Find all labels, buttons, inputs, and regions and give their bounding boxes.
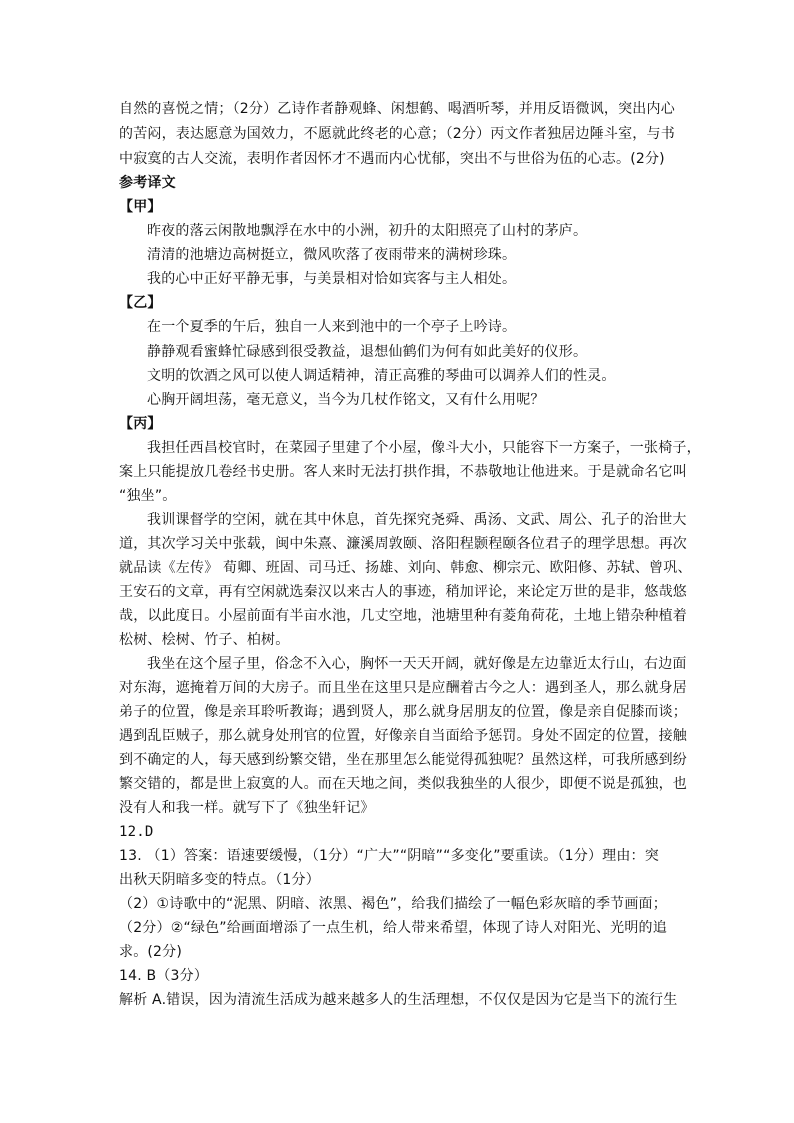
answer-13-line: 求。(2分) (119, 944, 183, 960)
translation-line: 文明的饮酒之风可以使人调适精神，清正高雅的琴曲可以调养人们的性灵。 (147, 368, 616, 384)
translation-line: 心胸开阔坦荡，毫无意义，当今为几杖作铭文，又有什么用呢？ (147, 392, 545, 408)
translation-line: 哉，以此度日。小屋前面有半亩水池，几丈空地，池塘里种有菱角荷花，土地上错杂种植着 (119, 608, 687, 624)
translation-line: 到不确定的人，每天感到纷繁交错，坐在那里怎么能觉得孤独呢？虽然这样，可我所感到纷 (119, 752, 687, 768)
answer-13-line: 13. （1）答案：语速要缓慢，（1分）“广大”“阴暗”“多变化”要重读。（1分）理由：突 (119, 848, 659, 864)
answer-14: 14. B（3分） (119, 968, 209, 984)
translation-line: 弟子的位置，像是亲耳聆听教诲；遇到贤人，那么就身居朋友的位置，像是亲自促膝而谈； (119, 704, 687, 720)
section-label-jia: 【甲】 (119, 199, 162, 215)
translation-line: 繁交错的，都是世上寂寞的人。而在天地之间，类似我独坐的人很少，即便不说是孤独，也 (119, 776, 687, 792)
answer-text-line: 的苦闷，表达愿意为国效力，不愿就此终老的心意；（2分）丙文作者独居边陲斗室，与书 (119, 126, 675, 142)
translation-line: 就品读《左传》 荀卿、班固、司马迁、扬雄、刘向、韩愈、柳宗元、欧阳修、苏轼、曾巩、 (119, 560, 692, 576)
answer-text-line: 中寂寞的古人交流，表明作者因怀才不遇而内心忧郁，突出不与世俗为伍的心志。(2分) (119, 151, 665, 167)
translation-line: 昨夜的落云闲散地飘浮在水中的小洲，初升的太阳照亮了山村的茅庐。 (147, 223, 588, 239)
translation-line: 松树、桧树、竹子、柏树。 (119, 632, 290, 648)
translation-line: 遇到乱臣贼子，那么就身处刑官的位置，好像亲自当面给予惩罚。身处不固定的位置，接触 (119, 728, 687, 744)
translation-line: 案上只能提放几卷经书史册。客人来时无法打拱作揖，不恭敬地让他进来。于是就命名它叫 (119, 464, 687, 480)
translation-line: 清清的池塘边高树挺立，微风吹落了夜雨带来的满树珍珠。 (147, 247, 517, 263)
answer-13-line: （2）①诗歌中的“泥黑、阴暗、浓黑、褐色”，给我们描绘了一幅色彩灰暗的季节画面； (119, 896, 667, 912)
answer-13-line: 出秋天阴暗多变的特点。（1分） (119, 872, 320, 888)
translation-line: 我担任西昌校官时，在菜园子里建了个小屋，像斗大小，只能容下一方案子，一张椅子， (147, 440, 701, 456)
translation-line: 道，其次学习关中张载，闽中朱熹、濂溪周敦颐、洛阳程颢程颐各位君子的理学思想。再次 (119, 536, 687, 552)
answer-12: 12.D (119, 824, 154, 840)
translation-line: “独坐”。 (119, 488, 177, 504)
translation-line: 王安石的文章，再有空闲就选秦汉以来古人的事迹，稍加评论，来论定万世的是非，悠哉悠 (119, 584, 687, 600)
translation-line: 没有人和我一样。就写下了《独坐轩记》 (119, 800, 375, 816)
section-label-yi: 【乙】 (119, 295, 162, 311)
translation-line: 对东海，遮掩着万间的大房子。而且坐在这里只是应酬着古今之人：遇到圣人，那么就身居 (119, 680, 687, 696)
translation-line: 我训课督学的空闲，就在其中休息，首先探究尧舜、禹汤、文武、周公、孔子的治世大 (147, 512, 687, 528)
answer-14-analysis: 解析 A.错误，因为清流生活成为越来越多人的生活理想，不仅仅是因为它是当下的流行生 (119, 992, 678, 1008)
answer-text-line: 自然的喜悦之情；（2分）乙诗作者静观蜂、闲想鹤、喝酒听琴，并用反语微讽，突出内心 (119, 101, 675, 117)
translation-line: 我的心中正好平静无事，与美景相对恰如宾客与主人相处。 (147, 271, 517, 287)
translation-line: 我坐在这个屋子里，俗念不入心，胸怀一天天开阔，就好像是左边靠近太行山，右边面 (147, 656, 687, 672)
translation-line: 静静观看蜜蜂忙碌感到很受教益，退想仙鹤们为何有如此美好的仪形。 (147, 344, 588, 360)
translation-line: 在一个夏季的午后，独自一人来到池中的一个亭子上吟诗。 (147, 319, 517, 335)
section-heading-reference-translation: 参考译文 (119, 175, 176, 191)
section-label-bing: 【丙】 (119, 416, 162, 432)
answer-13-line: （2分）②“绿色”给画面增添了一点生机，给人带来希望，体现了诗人对阳光、光明的追 (119, 920, 667, 936)
